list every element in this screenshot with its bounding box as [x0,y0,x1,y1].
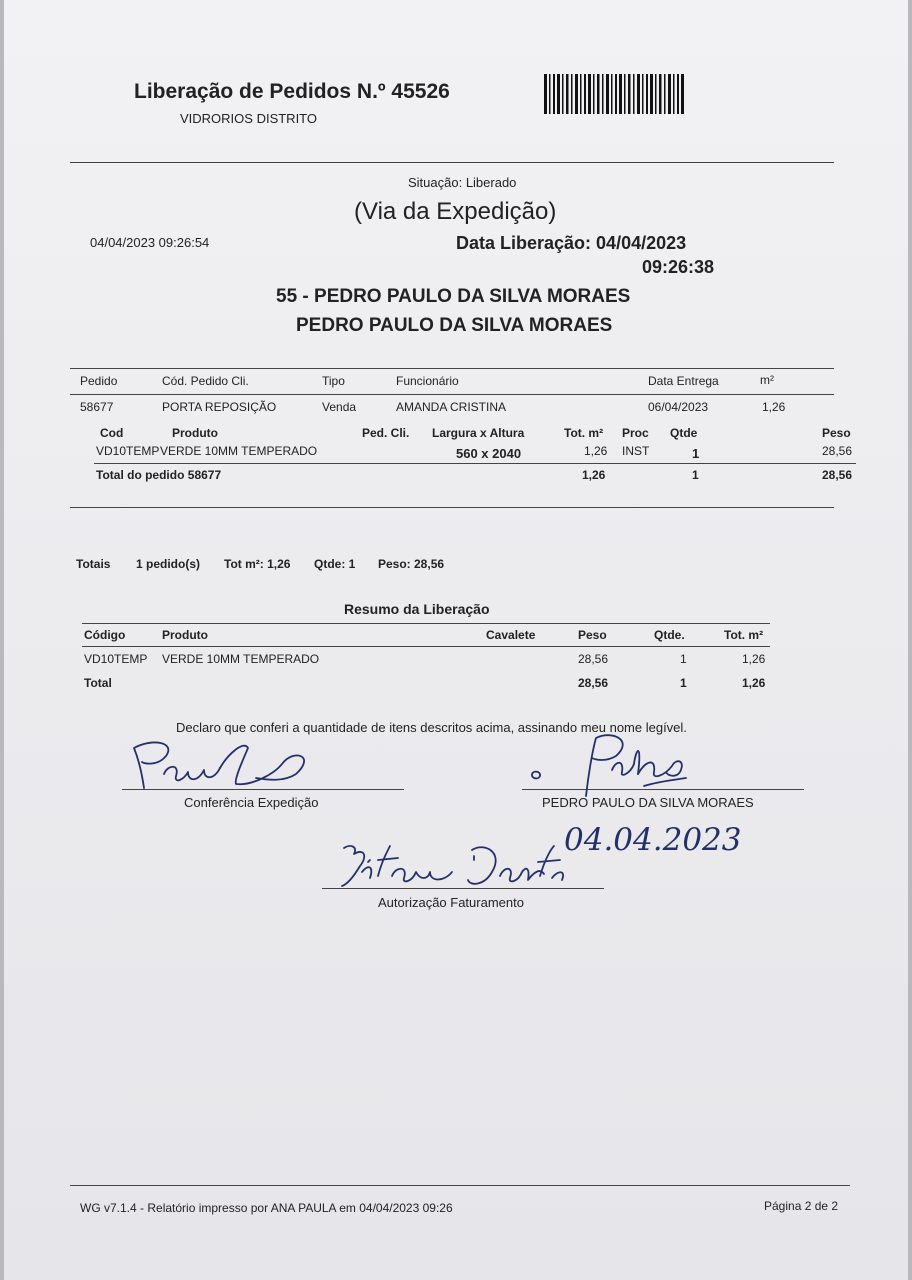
employee-name: AMANDA CRISTINA [396,400,507,414]
company-name: VIDRORIOS DISTRITO [180,111,317,126]
col-cod: Cod [100,426,124,440]
print-timestamp: 04/04/2023 09:26:54 [90,235,210,250]
summary-col-qtde: Qtde. [654,628,685,642]
release-time: 09:26:38 [642,257,715,277]
col-funcionario: Funcionário [396,374,459,388]
order-m2: 1,26 [762,400,786,414]
footer-page-number: Página 2 de 2 [764,1199,839,1213]
item-qty: 1 [692,446,700,461]
summary-col-tot-m2: Tot. m² [724,628,764,642]
summary-col-peso: Peso [578,628,607,642]
col-tipo: Tipo [322,374,345,388]
item-code: VD10TEMP [96,444,160,458]
summary-tot-m2: 1,26 [742,652,766,666]
summary-weight: 28,56 [578,652,609,666]
copy-label: (Via da Expedição) [354,198,557,225]
order-total-label: Total do pedido 58677 [96,468,222,482]
summary-col-produto: Produto [162,628,208,642]
totals-orders: 1 pedido(s) [136,557,201,571]
col-largura-altura: Largura x Altura [432,426,525,440]
item-dimensions: 560 x 2040 [456,446,522,461]
summary-total-m2: 1,26 [742,676,766,690]
summary-total-label: Total [84,676,112,690]
col-data-entrega: Data Entrega [648,374,719,388]
summary-title: Resumo da Liberação [344,601,490,617]
document-page [4,0,908,1280]
summary-top-line [82,623,770,624]
totals-qty: Qtde: 1 [314,557,356,571]
order-table-bottom-line [70,507,834,508]
item-weight: 28,56 [822,444,853,458]
order-table-top-line [70,368,834,369]
col-qtde: Qtde [670,426,698,440]
summary-header-line [82,646,770,647]
col-ped-cli: Ped. Cli. [362,426,410,440]
totals-m2: Tot m²: 1,26 [224,557,291,571]
order-type: Venda [322,400,357,414]
footer-divider [70,1185,850,1186]
items-total-line [94,463,856,464]
header-divider [70,162,834,163]
client-order-code: PORTA REPOSIÇÃO [162,400,277,414]
document-title: Liberação de Pedidos N.º 45526 [134,80,450,103]
release-date: Data Liberação: 04/04/2023 [456,233,687,253]
barcode-icon [544,74,684,114]
summary-col-cavalete: Cavalete [486,628,536,642]
order-total-weight: 28,56 [822,468,853,482]
order-header-line [70,394,834,395]
item-product: VERDE 10MM TEMPERADO [160,444,318,458]
summary-col-codigo: Código [84,628,126,642]
summary-total-weight: 28,56 [578,676,609,690]
order-total-m2: 1,26 [582,468,606,482]
totals-label: Totais [76,557,111,571]
handwritten-signature-pedro [526,730,696,800]
col-pedido: Pedido [80,374,118,388]
summary-product: VERDE 10MM TEMPERADO [162,652,320,666]
delivery-date: 06/04/2023 [648,400,709,414]
order-number: 58677 [80,400,114,414]
signature-label-client: PEDRO PAULO DA SILVA MORAES [542,795,754,810]
col-peso: Peso [822,426,851,440]
status-label: Situação: Liberado [408,175,517,190]
signature-label-expedicao: Conferência Expedição [184,795,319,810]
item-tot-m2: 1,26 [584,444,608,458]
summary-code: VD10TEMP [84,652,148,666]
summary-total-qty: 1 [680,676,687,690]
col-cod-pedido-cli: Cód. Pedido Cli. [162,374,249,388]
summary-qty: 1 [680,652,687,666]
client-name: PEDRO PAULO DA SILVA MORAES [296,315,613,336]
declaration-text: Declaro que conferi a quantidade de itens descritos acima, assinando meu nome legível. [176,720,687,735]
handwritten-signature-paulo [124,734,324,796]
signature-label-faturamento: Autorização Faturamento [378,895,524,910]
col-produto: Produto [172,426,218,440]
client-code-name: 55 - PEDRO PAULO DA SILVA MORAES [276,286,631,307]
handwritten-signature-vitoria [334,836,574,896]
footer-report-info: WG v7.1.4 - Relatório impresso por ANA PAULA em 04/04/2023 09:26 [80,1201,453,1215]
col-m2: m² [760,373,774,387]
order-total-qty: 1 [692,468,699,482]
totals-weight: Peso: 28,56 [378,557,445,571]
col-proc: Proc [622,426,649,440]
col-tot-m2: Tot. m² [564,426,604,440]
handwritten-date: 04.04.2023 [564,822,742,858]
item-proc: INST [622,444,650,458]
